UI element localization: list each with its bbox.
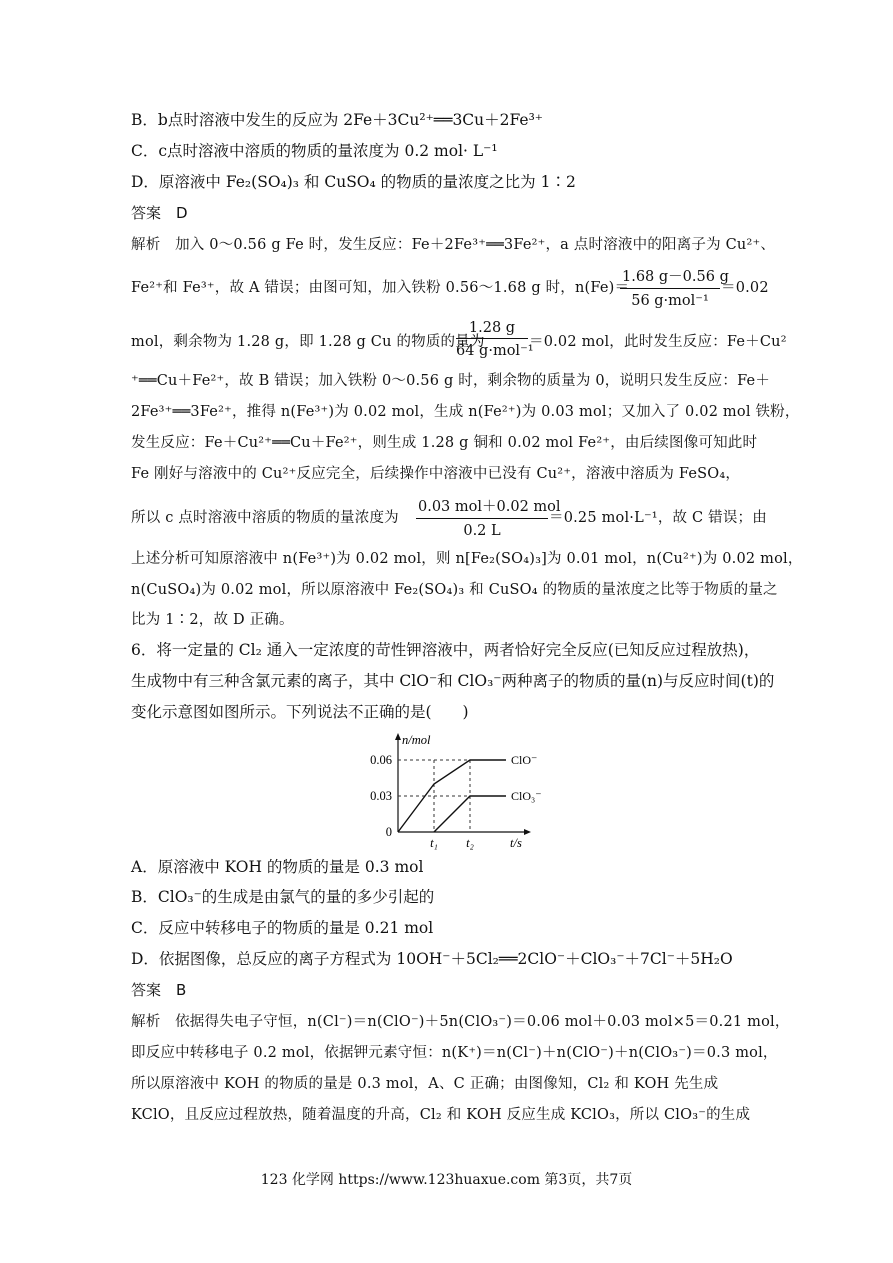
x-axis-label: t/s	[510, 836, 522, 850]
option-6-d: D．依据图像，总反应的离子方程式为 10OH⁻＋5Cl₂══2ClO⁻＋ClO₃⁻＋7Cl⁻＋5H₂O	[131, 950, 733, 968]
analysis-5-line-5: 2Fe³⁺══3Fe²⁺，推得 n(Fe³⁺)为 0.02 mol，生成 n(Fe²⁺)为 0.03 mol；又加入了 0.02 mol 铁粉，	[131, 404, 800, 420]
fraction-conc-den: 0.2 L	[463, 523, 501, 539]
fraction-conc	[416, 495, 561, 539]
analysis-5-line-2b: ＝0.02	[721, 280, 769, 296]
question-6-line-2: 生成物中有三种含氯元素的离子，其中 ClO⁻和 ClO₃⁻两种离子的物质的量(n)与反应时间(t)的	[131, 672, 775, 690]
analysis-6-line-1: 解析 依据得失电子守恒，n(Cl⁻)＝n(ClO⁻)＋5n(ClO₃⁻)＝0.06 mol＋0.03 mol×5＝0.21 mol，	[131, 1014, 790, 1030]
analysis-5-line-4: ⁺══Cu＋Fe²⁺，故 B 错误；加入铁粉 0～0.56 g 时，剩余物的质量为 0，说明只发生反应：Fe＋	[131, 373, 771, 389]
analysis-5-line-8b: ＝0.25 mol·L⁻¹，故 C 错误；由	[549, 510, 767, 526]
option-6-b: B．ClO₃⁻的生成是由氯气的量的多少引起的	[131, 888, 435, 906]
prev-option-c: C．c点时溶液中溶质的物质的量浓度为 0.2 mol· L⁻¹	[131, 142, 498, 160]
fraction-fe-den: 56 g·mol⁻¹	[631, 293, 709, 309]
fraction-cu	[456, 320, 534, 359]
analysis-5-line-7: Fe 刚好与溶液中的 Cu²⁺反应完全，后续操作中溶液中已没有 Cu²⁺，溶液中溶质为 FeSO₄，	[131, 466, 741, 482]
series-label-2: ClO₃⁻	[511, 789, 542, 803]
analysis-5-line-1: 解析 加入 0～0.56 g Fe 时，发生反应：Fe＋2Fe³⁺══3Fe²⁺，a 点时溶液中的阳离子为 Cu²⁺、	[131, 237, 776, 253]
chart	[360, 730, 560, 850]
series-label-1: ClO⁻	[511, 753, 538, 767]
x-axis-arrow	[524, 829, 531, 835]
analysis-5-line-3a: mol，剩余物为 1.28 g，即 1.28 g Cu 的物质的量为	[131, 334, 485, 350]
fraction-cu-den: 64 g·mol⁻¹	[456, 343, 534, 359]
y-axis-arrow	[395, 733, 401, 740]
prev-option-d: D．原溶液中 Fe₂(SO₄)₃ 和 CuSO₄ 的物质的量浓度之比为 1∶2	[131, 173, 576, 191]
answer-6: 答案 B	[131, 981, 187, 999]
analysis-5-line-8a: 所以 c 点时溶液中溶质的物质的量浓度为	[131, 510, 399, 526]
fraction-conc-num: 0.03 mol＋0.02 mol	[416, 495, 548, 519]
y-axis-label: n/mol	[402, 733, 431, 747]
page-footer: 123 化学网 https://www.123huaxue.com 第3页，共7页	[260, 1172, 633, 1188]
analysis-5-line-2a: Fe²⁺和 Fe³⁺，故 A 错误；由图可知，加入铁粉 0.56～1.68 g 时，n(Fe)＝	[131, 280, 630, 296]
option-6-a: A．原溶液中 KOH 的物质的量是 0.3 mol	[131, 858, 424, 876]
analysis-6-line-3: 所以原溶液中 KOH 的物质的量是 0.3 mol，A、C 正确；由图像知，Cl₂ 和 KOH 先生成	[131, 1076, 719, 1092]
analysis-6-line-4: KClO，且反应过程放热，随着温度的升高，Cl₂ 和 KOH 反应生成 KClO₃，所以 ClO₃⁻的生成	[131, 1107, 751, 1123]
fraction-cu-num: 1.28 g	[456, 320, 528, 339]
analysis-5-line-6: 发生反应：Fe＋Cu²⁺══Cu＋Fe²⁺，则生成 1.28 g 铜和 0.02 mol Fe²⁺，由后续图像可知此时	[131, 435, 758, 451]
question-6-line-1: 6．将一定量的 Cl₂ 通入一定浓度的苛性钾溶液中，两者恰好完全反应(已知反应过程放热)，	[131, 641, 760, 659]
analysis-6-line-2: 即反应中转移电子 0.2 mol，依据钾元素守恒：n(K⁺)＝n(Cl⁻)＋n(ClO⁻)＋n(ClO₃⁻)＝0.3 mol，	[131, 1045, 778, 1061]
analysis-5-line-11: 比为 1∶2，故 D 正确。	[131, 612, 294, 628]
x-tick-label: t₂	[466, 836, 474, 850]
fraction-fe	[620, 265, 729, 309]
answer-5: 答案 D	[131, 204, 188, 222]
analysis-5-line-9: 上述分析可知原溶液中 n(Fe³⁺)为 0.02 mol，则 n[Fe₂(SO₄)₃]为 0.01 mol，n(Cu²⁺)为 0.02 mol，	[131, 551, 803, 567]
fraction-fe-num: 1.68 g－0.56 g	[620, 265, 720, 289]
prev-option-b: B．b点时溶液中发生的反应为 2Fe＋3Cu²⁺══3Cu＋2Fe³⁺	[131, 111, 543, 129]
y-tick-label: 0.06	[370, 753, 392, 767]
question-6-line-3: 变化示意图如图所示。下列说法不正确的是( )	[131, 703, 469, 721]
x-tick-label: t₁	[430, 836, 438, 850]
y-tick-label: 0.03	[370, 789, 392, 803]
analysis-5-line-10: n(CuSO₄)为 0.02 mol，所以原溶液中 Fe₂(SO₄)₃ 和 CuSO₄ 的物质的量浓度之比等于物质的量之	[131, 582, 778, 598]
analysis-5-line-3b: ＝0.02 mol，此时发生反应：Fe＋Cu²	[529, 334, 787, 350]
option-6-c: C．反应中转移电子的物质的量是 0.21 mol	[131, 919, 434, 937]
y-tick-label: 0	[385, 825, 392, 839]
